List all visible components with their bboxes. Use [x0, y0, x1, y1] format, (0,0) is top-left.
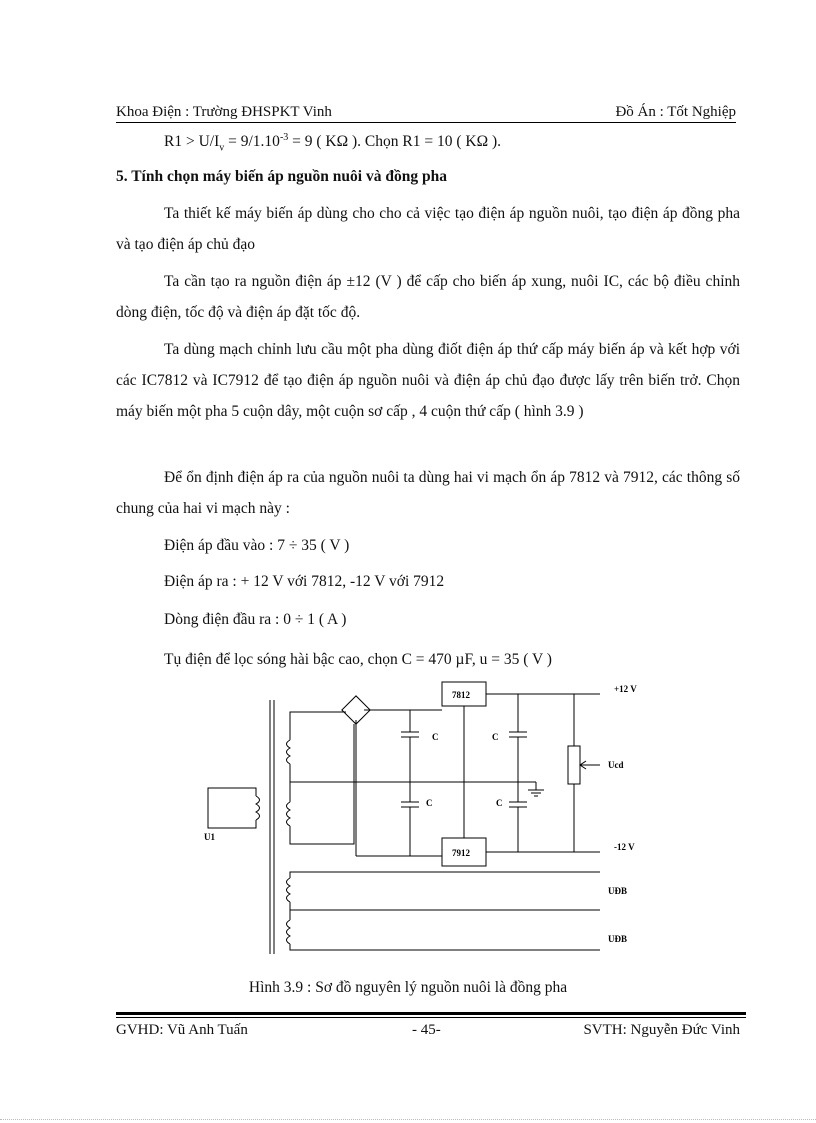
footer-rule-thick	[116, 1012, 746, 1015]
wire	[290, 944, 600, 950]
cap-label: C	[496, 798, 503, 808]
header-right: Đồ Án : Tốt Nghiệp	[615, 104, 736, 120]
spec-output-voltage: Điện áp ra : + 12 V với 7812, -12 V với 7912	[164, 573, 445, 590]
footer-right: SVTH: Nguyễn Đức Vinh	[583, 1022, 740, 1038]
wire	[290, 872, 600, 878]
section-title: 5. Tính chọn máy biến áp nguồn nuôi và đồng pha	[116, 168, 447, 185]
label-plus-12v: +12 V	[614, 684, 637, 694]
paragraph-1: Ta thiết kế máy biến áp dùng cho cho cả việc tạo điện áp nguồn nuôi, tạo điện áp đồng pha và tạo điện áp chủ đạo	[116, 205, 740, 253]
figure-caption: Hình 3.9 : Sơ đồ nguyên lý nguồn nuôi là đồng pha	[248, 979, 568, 996]
spec-output-current: Dòng điện đầu ra : 0 ÷ 1 ( A )	[164, 611, 347, 628]
label-ucd: Ucd	[608, 760, 624, 770]
label-sync-1: UĐB	[608, 886, 628, 896]
wire	[290, 902, 600, 910]
primary-wire	[208, 788, 256, 828]
footer-left: GVHD: Vũ Anh Tuấn	[116, 1022, 248, 1038]
formula-sup: -3	[279, 132, 289, 143]
spec-capacitor: Tụ điện để lọc sóng hài bậc cao, chọn C = 470 µF, u = 35 ( V )	[164, 651, 552, 668]
formula-prefix: R1 > U/I	[164, 133, 220, 151]
formula-sub: v	[219, 142, 225, 154]
formula-line	[164, 128, 501, 158]
potentiometer	[568, 746, 580, 784]
label-7912: 7912	[452, 848, 470, 858]
wire	[290, 764, 536, 782]
wire	[290, 712, 346, 740]
formula-middle: = 9/1.10	[224, 133, 280, 151]
sync-coil-2	[287, 920, 291, 944]
cap-label: C	[492, 732, 499, 742]
sync-coil-1	[287, 878, 291, 902]
label-minus-12v: -12 V	[614, 842, 635, 852]
footer-rule-thin	[116, 1017, 746, 1018]
secondary-coil-1	[287, 740, 291, 764]
paragraph-3: Ta dùng mạch chỉnh lưu cầu một pha dùng điốt điện áp thứ cấp máy biến áp và kết hợp với các IC7812 và IC7912 để tạo điện áp nguồn nuôi và điện áp chủ đạo được lấy trên biến trở. Chọn máy biến một pha 5 cuộn dây, một cuộn sơ cấp , 4 cuộn thứ cấp ( hình 3.9 )	[116, 341, 740, 420]
header-left: Khoa Điện : Trường ĐHSPKT Vinh	[116, 104, 332, 120]
formula-rest: = 9 ( KΩ ). Chọn R1 = 10 ( KΩ ).	[288, 133, 502, 151]
cap-label: C	[426, 798, 433, 808]
spec-input-voltage: Điện áp đầu vào : 7 ÷ 35 ( V )	[164, 537, 350, 554]
label-sync-2: UĐB	[608, 934, 628, 944]
page-header	[116, 104, 736, 123]
primary-coil	[256, 796, 260, 820]
label-u1: U1	[204, 832, 215, 842]
wire	[290, 724, 354, 844]
secondary-coil-2	[287, 802, 291, 826]
cap-label: C	[432, 732, 439, 742]
label-7812: 7812	[452, 690, 470, 700]
page-number: - 45-	[412, 1022, 441, 1038]
paragraph-2: Ta cần tạo ra nguồn điện áp ±12 (V ) để cấp cho biến áp xung, nuôi IC, các bộ điều chỉnh dòng điện, tốc độ và điện áp đặt tốc độ.	[116, 273, 740, 321]
paragraph-4: Để ổn định điện áp ra của nguồn nuôi ta dùng hai vi mạch ổn áp 7812 và 7912, các thông số chung của hai vi mạch này :	[116, 469, 740, 517]
power-supply-schematic	[196, 678, 656, 960]
page-bottom-border	[0, 1119, 816, 1120]
